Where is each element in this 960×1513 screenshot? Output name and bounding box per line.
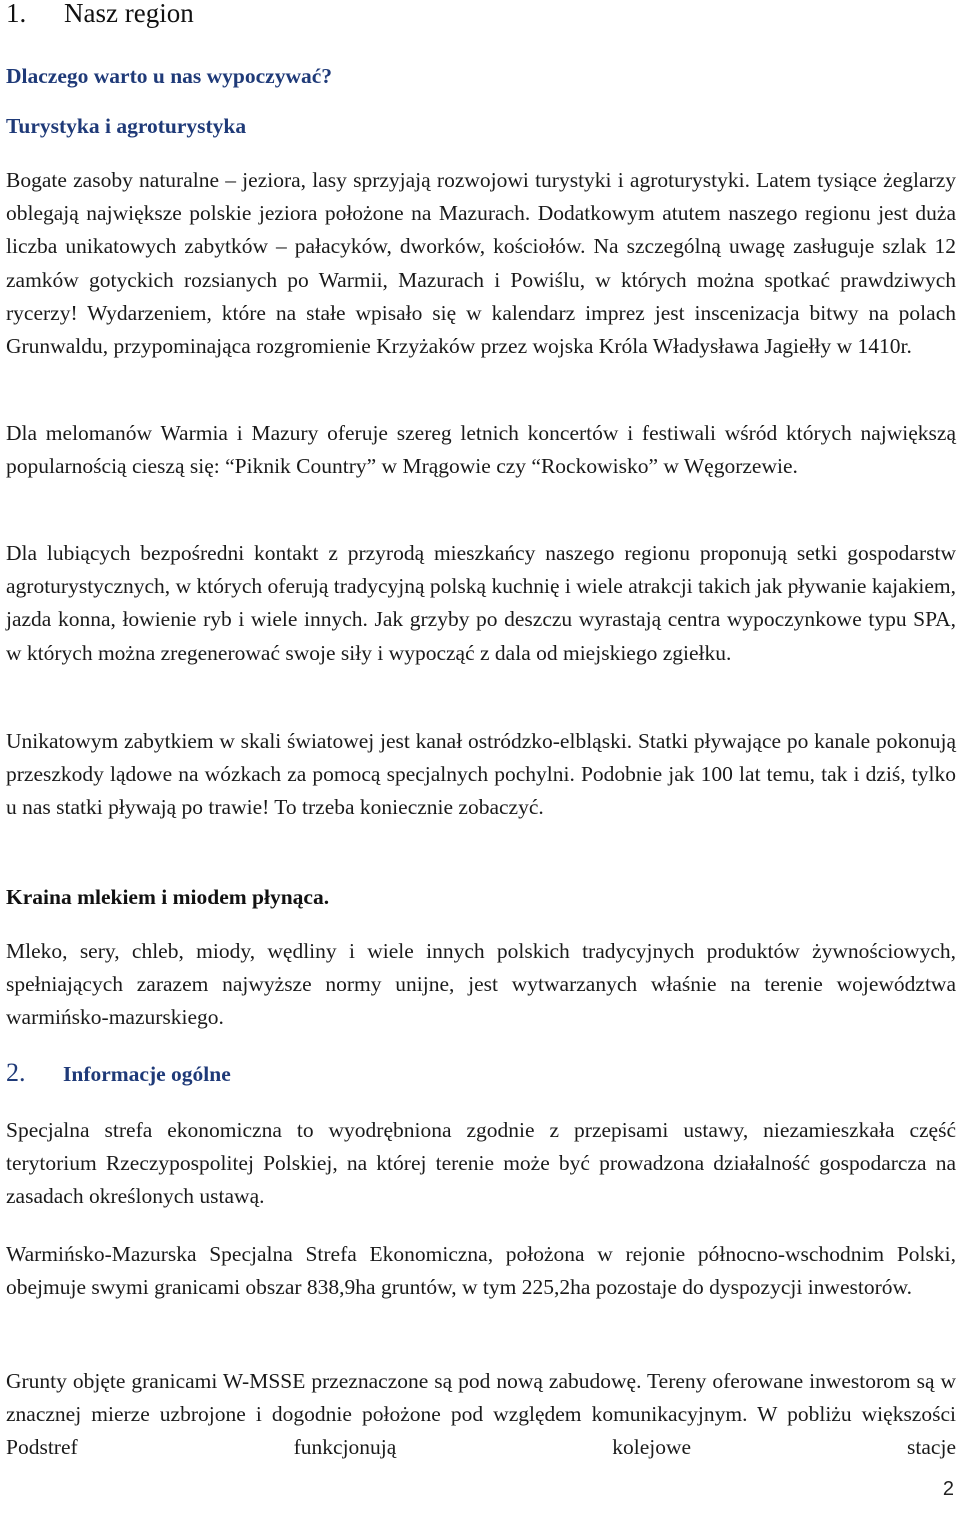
paragraph-agrotourism: Dla lubiących bezpośredni kontakt z przyrodą mieszkańcy naszego regionu proponują setki gospodarstw agroturystycznych, w których oferują tradycyjną polską kuchnię i wiele atrakcji takich jak pływanie kajakiem, jazda konna, łowienie ryb i wiele innych. Jak grzyby po deszczu wyrastają centra wypoczynkowe typu SPA, w których można zregenerować swoje siły i wypocząć z dala od miejskiego zgiełku. xyxy=(6,541,956,665)
paragraph-canal: Unikatowym zabytkiem w skali światowej jest kanał ostródzko-elbląski. Statki pływające po kanale pokonują przeszkody lądowe na wózkach za pomocą specjalnych pochylni. Podobnie jak 100 lat temu, tak i dziś, tylko u nas statki pływają po trawie! To trzeba koniecznie zobaczyć. xyxy=(6,729,956,820)
question-heading: Dlaczego warto u nas wypoczywać? xyxy=(6,64,333,88)
paragraph-music: Dla melomanów Warmia i Mazury oferuje szereg letnich koncertów i festiwali wśród których największą popularnością cieszą się: “Piknik Country” w Mrągowie czy “Rockowisko” w Węgorzewie. xyxy=(6,421,956,479)
section-heading-2 xyxy=(6,1058,231,1088)
subheading-land: Kraina mlekiem i miodem płynąca. xyxy=(6,885,330,909)
page-number: 2 xyxy=(942,1478,954,1500)
section-number: 2. xyxy=(6,1058,26,1087)
paragraph-tourism: Bogate zasoby naturalne – jeziora, lasy sprzyjają rozwojowi turystyki i agroturystyki. Latem tysiące żeglarzy oblegają największe polskie jeziora położone na Mazurach. Dodatkowym atutem naszego regionu jest duża liczba unikatowych zabytków – pałacyków, dworków, kościołów. Na szczególną uwagę zasługuje szlak 12 zamków gotyckich rozsianych po Warmii, Mazurach i Powiślu, w których można spotkać prawdziwych rycerzy! Wydarzeniem, które na stałe wpisało się w kalendarz imprez jest inscenizacja bitwy na polach Grunwaldu, przypominająca rozgromienie Krzyżaków przez wojska Króla Władysława Jagiełły w 1410r. xyxy=(6,168,956,359)
paragraph-grounds: Grunty objęte granicami W-MSSE przeznaczone są pod nową zabudowę. Tereny oferowane inwestorom są w znacznej mierze uzbrojone i dogodnie położone pod względem komunikacyjnym. W pobliżu większości Podstref funkcjonują kolejowe stacje xyxy=(6,1369,956,1459)
section-number: 1. xyxy=(6,0,27,28)
section-title: Informacje ogólne xyxy=(63,1062,231,1086)
paragraph-products: Mleko, sery, chleb, miody, wędliny i wiele innych polskich tradycyjnych produktów żywnościowych, spełniających zarazem najwyższe normy unijne, jest wytwarzanych właśnie na terenie województwa warmińsko-mazurskiego. xyxy=(6,939,956,1030)
section-heading-1 xyxy=(6,0,194,30)
paragraph-sez-definition: Specjalna strefa ekonomiczna to wyodrębniona zgodnie z przepisami ustawy, niezamieszkała część terytorium Rzeczypospolitej Polskiej, na której terenie może być prowadzona działalność gospodarcza na zasadach określonych ustawą. xyxy=(6,1118,956,1208)
paragraph-wmsse: Warmińsko-Mazurska Specjalna Strefa Ekonomiczna, położona w rejonie północno-wschodnim Polski, obejmuje swymi granicami obszar 838,9ha gruntów, w tym 225,2ha pozostaje do dyspozycji inwestorów. xyxy=(6,1242,956,1299)
subheading-tourism: Turystyka i agroturystyka xyxy=(6,114,247,138)
section-title: Nasz region xyxy=(64,0,194,28)
